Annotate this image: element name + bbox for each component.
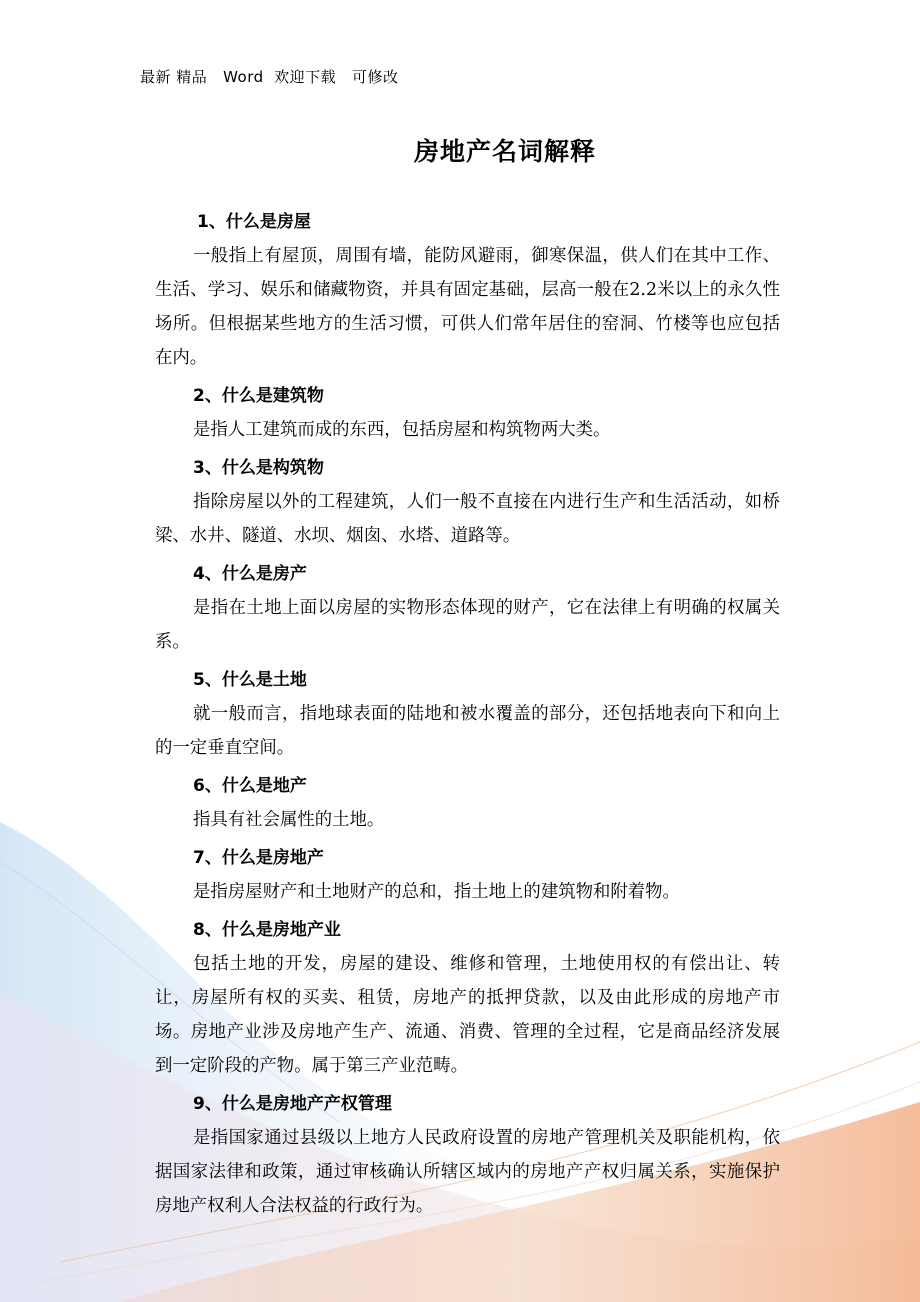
section-heading: 3、什么是构筑物 [193,458,324,478]
section-heading: 7、什么是房地产 [193,848,324,868]
section-heading: 1、什么是房屋 [197,212,311,232]
document-title: 房地产名词解释 [413,137,596,166]
section-heading: 5、什么是土地 [193,670,307,690]
section-body: 指除房屋以外的工程建筑，人们一般不直接在内进行生产和生活活动，如桥梁、水井、隧道、水坝、烟囱、水塔、道路等。 [155,492,780,546]
section-body: 是指国家通过县级以上地方人民政府设置的房地产管理机关及职能机构，依据国家法律和政策，通过审核确认所辖区域内的房地产产权归属关系，实施保护房地产权利人合法权益的行政行为。 [155,1128,780,1216]
section-body: 是指人工建筑而成的东西，包括房屋和构筑物两大类。 [193,420,611,440]
section-heading: 8、什么是房地产业 [193,920,341,940]
section-body: 是指在土地上面以房屋的实物形态体现的财产，它在法律上有明确的权属关系。 [155,598,780,652]
section-body: 就一般而言，指地球表面的陆地和被水覆盖的部分，还包括地表向下和向上的一定垂直空间。 [155,704,780,758]
section-body: 是指房屋财产和土地财产的总和，指土地上的建筑物和附着物。 [193,882,680,902]
section-heading: 2、什么是建筑物 [193,386,324,406]
page-header: 最新 精品 Word 欢迎下载 可修改 [140,68,399,86]
section-body: 包括土地的开发，房屋的建设、维修和管理，土地使用权的有偿出让、转让，房屋所有权的买卖、租赁，房地产的抵押贷款，以及由此形成的房地产市场。房地产业涉及房地产生产、流通、消费、管理的全过程，它是商品经济发展到一定阶段的产物。属于第三产业范畴。 [155,954,780,1076]
section-heading: 6、什么是地产 [193,776,307,796]
section-heading: 4、什么是房产 [193,564,307,584]
section-heading: 9、什么是房地产产权管理 [193,1094,392,1114]
section-body: 一般指上有屋顶，周围有墙，能防风避雨，御寒保温，供人们在其中工作、生活、学习、娱乐和储藏物资，并具有固定基础，层高一般在2.2米以上的永久性场所。但根据某些地方的生活习惯，可供人们常年居住的窑洞、竹楼等也应包括在内。 [155,246,780,368]
document-content [155,205,780,1223]
section-body: 指具有社会属性的土地。 [193,810,385,830]
